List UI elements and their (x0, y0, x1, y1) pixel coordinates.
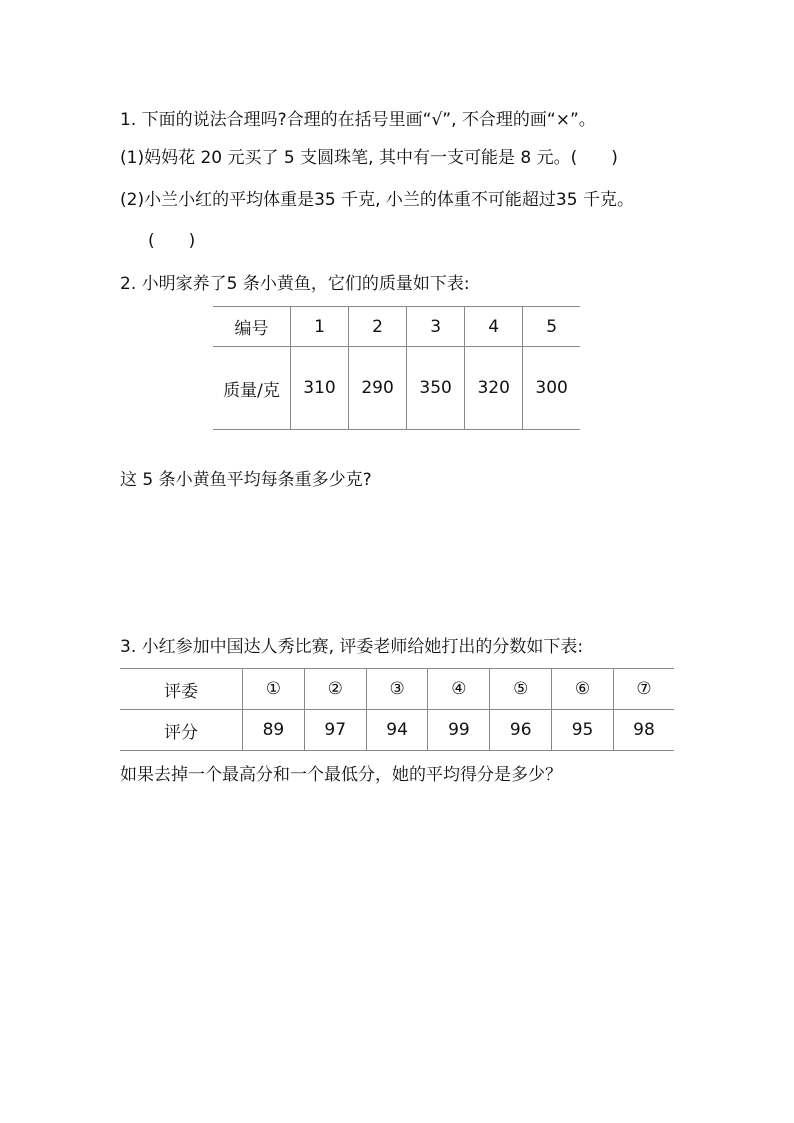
table-cell: 320 (465, 347, 523, 430)
table-cell: ③ (366, 669, 428, 710)
table-cell: 96 (490, 710, 552, 751)
table-cell: 99 (428, 710, 490, 751)
table-cell: ④ (428, 669, 490, 710)
table-cell: 300 (523, 347, 580, 430)
question-3-prompt: 如果去掉一个最高分和一个最低分，她的平均得分是多少？ (120, 765, 562, 785)
table-cell: ① (243, 669, 305, 710)
table-cell: ⑦ (613, 669, 674, 710)
table-cell: 3 (407, 307, 465, 347)
table-cell: 4 (465, 307, 523, 347)
table-row (213, 347, 580, 430)
table-cell: 290 (349, 347, 407, 430)
table-cell: 89 (243, 710, 305, 751)
table-row (120, 710, 674, 751)
table-row (213, 307, 580, 347)
question-2-title: 2. 小明家养了5 条小黄鱼，它们的质量如下表: (120, 274, 470, 294)
table-cell: ⑤ (490, 669, 552, 710)
fish-weight-table (213, 306, 580, 430)
table-cell: 350 (407, 347, 465, 430)
table-cell: 97 (304, 710, 366, 751)
table-cell: 94 (366, 710, 428, 751)
judge-score-table (120, 668, 674, 751)
table-cell: 95 (552, 710, 614, 751)
question-3-title: 3. 小红参加中国达人秀比赛, 评委老师给她打出的分数如下表: (120, 637, 584, 657)
table-cell: ② (304, 669, 366, 710)
table-cell: ⑥ (552, 669, 614, 710)
row-label-weight: 质量/克 (213, 347, 291, 430)
row-label-score: 评分 (120, 710, 243, 751)
question-1-item-1: (1)妈妈花 20 元买了 5 支圆珠笔, 其中有一支可能是 8 元。( ) (120, 148, 618, 168)
table-cell: 5 (523, 307, 580, 347)
question-1-title: 1. 下面的说法合理吗?合理的在括号里画“√”, 不合理的画“×”。 (120, 110, 596, 130)
table-cell: 98 (613, 710, 674, 751)
row-label-number: 编号 (213, 307, 291, 347)
table-cell: 310 (291, 347, 349, 430)
table-row (120, 669, 674, 710)
table-cell: 2 (349, 307, 407, 347)
question-2-prompt: 这 5 条小黄鱼平均每条重多少克? (120, 470, 372, 490)
table-cell: 1 (291, 307, 349, 347)
row-label-judge: 评委 (120, 669, 243, 710)
question-1-item-2-answer-parens: ( ) (148, 231, 196, 251)
question-1-item-2: (2)小兰小红的平均体重是35 千克, 小兰的体重不可能超过35 千克。 (120, 190, 634, 210)
